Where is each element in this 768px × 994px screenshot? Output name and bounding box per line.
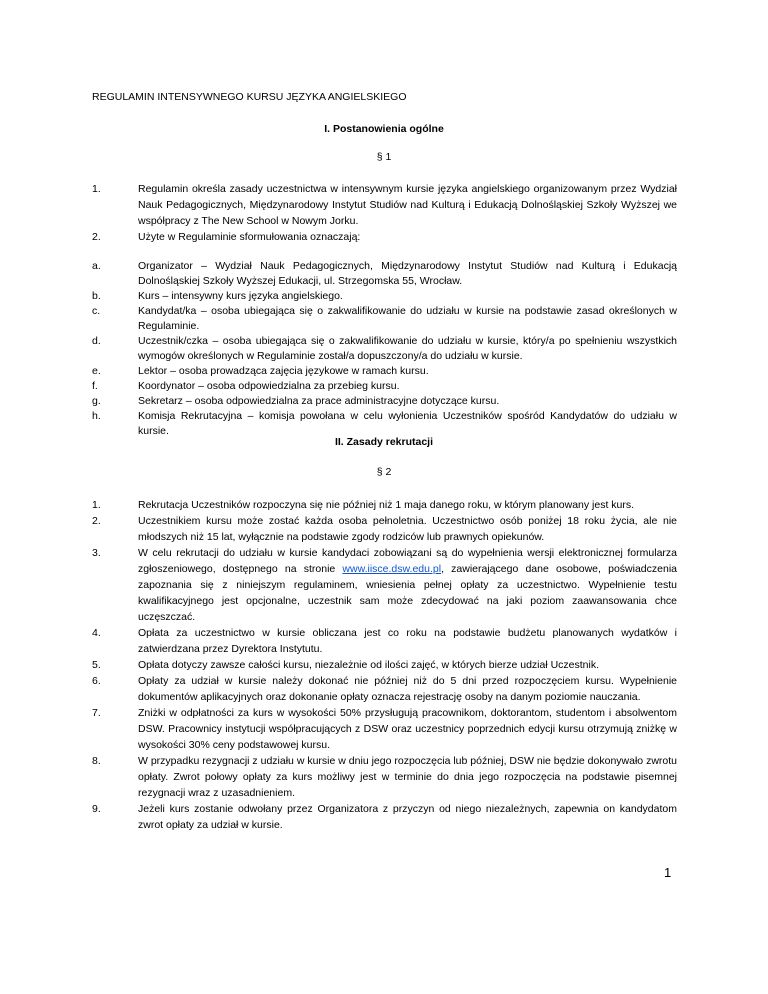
list-item: [92, 625, 677, 657]
list-item: [92, 753, 677, 801]
item-text-after-link: , zawierającego dane osobowe, poświadczenia zapoznania się z niniejszym regulaminem, wniesienia pełnej opłaty za uczestnictwo. Wypełnienie testu kwalifikacyjnego jest opcjonalne, uczestnik sam może zdecydować na jaki poziom zaawansowania chce uczęszczać.: [138, 563, 677, 623]
item-letter: e.: [92, 365, 101, 377]
list-item: [92, 229, 677, 245]
item-number: 4.: [92, 627, 101, 639]
item-number: 7.: [92, 707, 101, 719]
item-letter: h.: [92, 410, 101, 422]
item-text: Organizator – Wydział Nauk Pedagogicznych, Międzynarodowy Instytut Studiów nad Kulturą i Edukacją Dolnośląskiej Szkoły Wyższej Edukacji, ul. Strzegomska 55, Wrocław.: [138, 260, 677, 287]
item-number: 1.: [92, 499, 101, 511]
item-number: 3.: [92, 547, 101, 559]
item-text: Sekretarz – osoba odpowiedzialna za prace administracyjne dotyczące kursu.: [138, 395, 500, 407]
section-1-paragraph-mark: § 1: [376, 151, 392, 163]
item-letter: d.: [92, 335, 101, 347]
item-text: [138, 547, 677, 623]
section-2-list: [92, 497, 677, 833]
list-item: [92, 801, 677, 833]
item-number: 2.: [92, 231, 101, 243]
item-text-before-link: W celu rekrutacji do udziału w kursie kandydaci zobowiązani są do wypełnienia wersji elektronicznej formularza zgłoszeniowego, dostępnego na stronie: [138, 547, 677, 575]
item-number: 2.: [92, 515, 101, 527]
item-number: 1.: [92, 183, 101, 195]
item-text: Kandydat/ka – osoba ubiegająca się o zakwalifikowanie do udziału w kursie na podstawie zasad określonych w Regulaminie.: [138, 305, 677, 332]
item-text: Lektor – osoba prowadząca zajęcia językowe w ramach kursu.: [138, 365, 429, 377]
definition-item: [92, 289, 677, 304]
definition-item: [92, 379, 677, 394]
list-item: [92, 497, 677, 513]
list-item: [92, 181, 677, 229]
section-2-heading: II. Zasady rekrutacji: [334, 436, 434, 448]
definition-item: [92, 334, 677, 364]
item-text: Komisja Rekrutacyjna – komisja powołana w celu wyłonienia Uczestników spośród Kandydatów do udziału w kursie.: [138, 410, 677, 437]
section-1-heading: I. Postanowienia ogólne: [324, 123, 444, 135]
item-number: 9.: [92, 803, 101, 815]
item-text: W przypadku rezygnacji z udziału w kursie w dniu jego rozpoczęcia lub później, DSW nie będzie dokonywało zwrotu opłaty. Zwrot połowy opłaty za kurs możliwy jest w terminie do dnia jego rozpoczęcia na podstawie pisemnej rezygnacji wraz z uzasadnieniem.: [138, 755, 677, 799]
definition-item: [92, 259, 677, 289]
section-2-paragraph-mark: § 2: [376, 466, 392, 478]
list-item: [92, 513, 677, 545]
item-number: 6.: [92, 675, 101, 687]
item-letter: g.: [92, 395, 101, 407]
item-text: Opłata za uczestnictwo w kursie obliczana jest co roku na podstawie budżetu planowanych wydatków i zatwierdzana przez Dyrektora Instytutu.: [138, 627, 677, 655]
item-number: 5.: [92, 659, 101, 671]
item-text: Użyte w Regulaminie sformułowania oznaczają:: [138, 231, 361, 243]
item-text: Regulamin określa zasady uczestnictwa w intensywnym kursie języka angielskiego organizowanym przez Wydział Nauk Pedagogicznych, Międzynarodowy Instytut Studiów nad Kulturą i Edukacją Dolnośląskiej Szkoły Wyższej we współpracy z The New School w Nowym Jorku.: [138, 183, 677, 227]
definition-item: [92, 304, 677, 334]
list-item: [92, 673, 677, 705]
definitions-list: [92, 259, 677, 439]
item-text: Opłaty za udział w kursie należy dokonać nie później niż do 5 dni przed rozpoczęciem kursu. Wypełnienie dokumentów aplikacyjnych oraz dokonanie opłaty oznacza rejestrację osoby na danym poziomie nauczania.: [138, 675, 677, 703]
item-text: Jeżeli kurs zostanie odwołany przez Organizatora z przyczyn od niego niezależnych, zapewnia on kandydatom zwrot opłaty za udział w kursie.: [138, 803, 677, 831]
item-text: Zniżki w odpłatności za kurs w wysokości 50% przysługują pracownikom, doktorantom, studentom i absolwentom DSW. Pracownicy instytucji współpracujących z DSW oraz uczestnicy poprzednich edycji kursu otrzymują zniżkę w wysokości 30% ceny podstawowej kursu.: [138, 707, 677, 751]
item-text: Uczestnik/czka – osoba ubiegająca się o zakwalifikowanie do udziału w kursie, który/a po spełnieniu wszystkich wymogów określonych w Regulaminie został/a dopuszczony/a do udziału w kursie.: [138, 335, 677, 362]
list-item: [92, 545, 677, 625]
item-text: Opłata dotyczy zawsze całości kursu, niezależnie od ilości zajęć, w których bierze udział Uczestnik.: [138, 659, 600, 671]
item-text: Uczestnikiem kursu może zostać każda osoba pełnoletnia. Uczestnictwo osób poniżej 18 roku życia, ale nie młodszych niż 15 lat, wyłącznie na podstawie zgody rodziców lub prawnych opiekunów.: [138, 515, 677, 543]
item-number: 8.: [92, 755, 101, 767]
item-letter: a.: [92, 260, 101, 272]
definition-item: [92, 409, 677, 439]
document-title: REGULAMIN INTENSYWNEGO KURSU JĘZYKA ANGIELSKIEGO: [92, 91, 407, 103]
item-letter: b.: [92, 290, 101, 302]
definition-item: [92, 394, 677, 409]
list-item: [92, 657, 677, 673]
page-number: 1: [664, 865, 672, 880]
item-letter: f.: [92, 380, 98, 392]
website-link[interactable]: www.iisce.dsw.edu.pl: [342, 563, 442, 575]
section-1-list: [92, 181, 677, 245]
item-text: Koordynator – osoba odpowiedzialna za przebieg kursu.: [138, 380, 400, 392]
item-text: Rekrutacja Uczestników rozpoczyna się nie później niż 1 maja danego roku, w którym planowany jest kurs.: [138, 499, 635, 511]
item-letter: c.: [92, 305, 101, 317]
list-item: [92, 705, 677, 753]
item-text: Kurs – intensywny kurs języka angielskiego.: [138, 290, 343, 302]
definition-item: [92, 364, 677, 379]
